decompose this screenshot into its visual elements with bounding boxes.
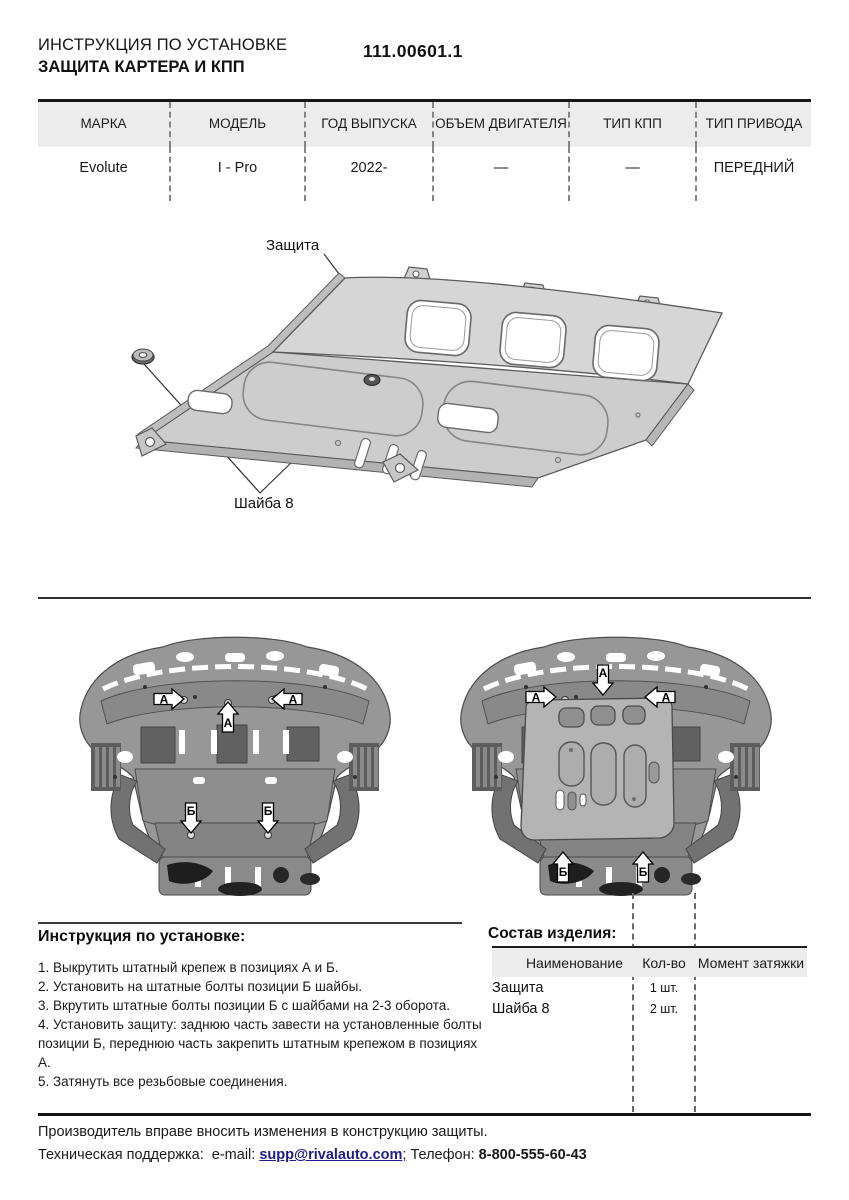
marker-a-label: А bbox=[159, 692, 169, 707]
protection-plate-diagram bbox=[38, 210, 811, 558]
footer-note: Производитель вправе вносить изменения в конструкцию защиты. bbox=[38, 1124, 488, 1140]
parts-col-name: Наименование bbox=[492, 947, 633, 977]
doc-title: ЗАЩИТА КАРТЕРА И КПП bbox=[38, 58, 245, 76]
doc-type: ИНСТРУКЦИЯ ПО УСТАНОВКЕ bbox=[38, 36, 288, 54]
support-separator: ; bbox=[402, 1147, 407, 1163]
spec-year: 2022- bbox=[305, 147, 433, 201]
support-prefix: Техническая поддержка: e-mail: bbox=[38, 1147, 260, 1163]
spec-col-brand: МАРКА bbox=[38, 101, 170, 147]
install-section-rule bbox=[38, 922, 462, 924]
spec-brand: Evolute bbox=[79, 159, 128, 176]
spec-engine: — bbox=[433, 147, 569, 201]
spec-data-row bbox=[38, 147, 811, 201]
part-number: 111.00601.1 bbox=[363, 41, 463, 61]
install-step: 1. Выкрутить штатный крепеж в позициях А и Б. bbox=[38, 960, 339, 975]
install-step: 5. Затянуть все резьбовые соединения. bbox=[38, 1074, 288, 1089]
marker-a-label: А bbox=[223, 716, 233, 730]
support-phone: 8-800-555-60-43 bbox=[478, 1147, 587, 1163]
marker-b-label: Б bbox=[558, 865, 568, 879]
washer-icon bbox=[132, 349, 154, 364]
marker-b-label: Б bbox=[186, 804, 196, 818]
installed-plate bbox=[521, 698, 674, 840]
spec-col-year: ГОД ВЫПУСКА bbox=[305, 101, 433, 147]
part-torque bbox=[695, 998, 807, 1019]
marker-a-label: А bbox=[598, 666, 608, 680]
parts-table bbox=[492, 946, 807, 1019]
spec-col-model: МОДЕЛЬ bbox=[170, 101, 305, 147]
parts-col-torque: Момент затяжки bbox=[695, 947, 807, 977]
parts-row bbox=[492, 998, 807, 1019]
spec-model: I - Pro bbox=[170, 147, 305, 201]
spec-header-row bbox=[38, 101, 811, 147]
marker-a-label: А bbox=[661, 690, 671, 705]
doc-header bbox=[38, 36, 287, 77]
install-step: 2. Установить на штатные болты позиции Б шайбы. bbox=[38, 979, 363, 994]
spec-col-gearbox: ТИП КПП bbox=[569, 101, 696, 147]
install-step: 3. Вкрутить штатные болты позиции Б с шайбами на 2-3 оборота. bbox=[38, 998, 451, 1013]
part-torque bbox=[695, 977, 807, 998]
parts-section-title: Состав изделия: bbox=[488, 925, 617, 942]
support-email-link[interactable]: supp@rivalauto.com bbox=[259, 1147, 403, 1163]
parts-header-row bbox=[492, 947, 807, 977]
part-qty: 1 шт. bbox=[649, 980, 679, 995]
spec-col-engine: ОБЪЕМ ДВИГАТЕЛЯ bbox=[433, 101, 569, 147]
marker-a-label: А bbox=[531, 690, 541, 705]
spec-gearbox: — bbox=[569, 147, 696, 201]
installation-illustrations bbox=[38, 612, 811, 912]
phone-label: Телефон: bbox=[406, 1147, 479, 1163]
footer-rule bbox=[38, 1113, 811, 1116]
part-name: Шайба 8 bbox=[492, 1000, 550, 1017]
section-divider bbox=[38, 597, 811, 599]
underside-after-image bbox=[461, 637, 771, 896]
spec-col-drive: ТИП ПРИВОДА bbox=[696, 101, 811, 147]
install-step: 4. Установить защиту: заднюю часть завести на установленные болты позиции Б, переднюю часть закрепить штатным крепежом в позициях А. bbox=[38, 1017, 482, 1070]
spec-drive: ПЕРЕДНИЙ bbox=[696, 147, 811, 201]
part-qty: 2 шт. bbox=[649, 1001, 679, 1016]
washer-label: Шайба 8 bbox=[234, 495, 294, 512]
parts-row bbox=[492, 977, 807, 998]
install-section-title: Инструкция по установке: bbox=[38, 928, 246, 945]
marker-b-label: Б bbox=[638, 865, 648, 879]
install-steps bbox=[38, 958, 488, 1091]
plate-label: Защита bbox=[266, 237, 320, 254]
parts-col-qty: Кол-во bbox=[633, 947, 695, 977]
vehicle-spec-table bbox=[38, 99, 811, 201]
marker-b-label: Б bbox=[263, 804, 273, 818]
underside-before-image bbox=[80, 637, 390, 896]
footer-support-line bbox=[38, 1147, 587, 1163]
part-name: Защита bbox=[492, 979, 544, 996]
marker-a-label: А bbox=[288, 692, 298, 707]
